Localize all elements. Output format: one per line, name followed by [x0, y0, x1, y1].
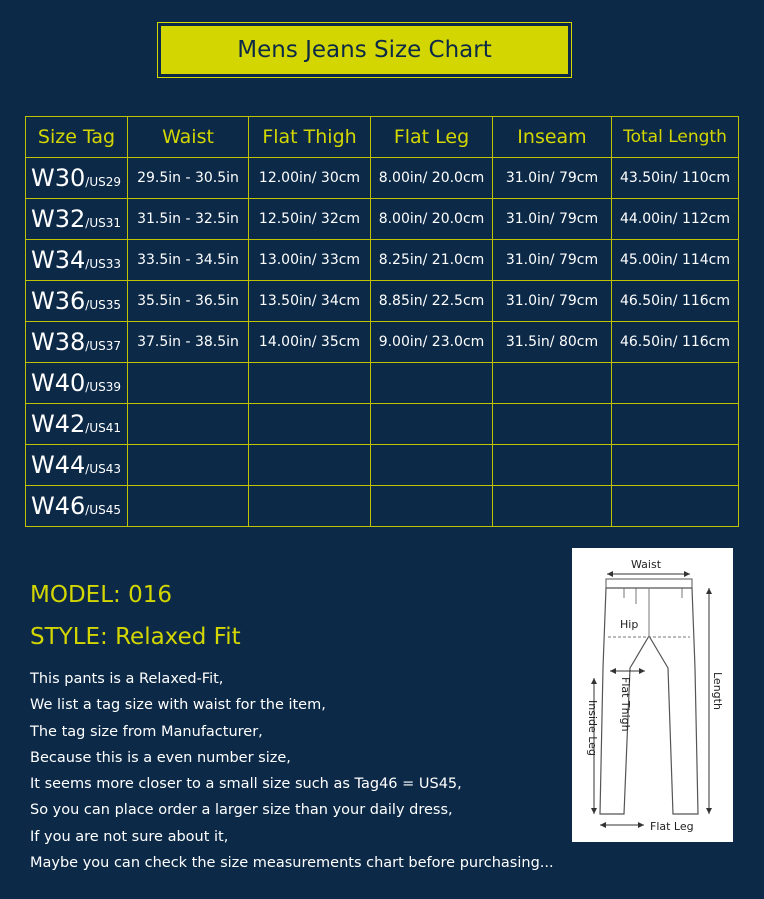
inseam-cell: 31.5in/ 80cm: [493, 322, 612, 363]
flat-leg-cell: 8.25in/ 21.0cm: [371, 240, 493, 281]
total-length-cell: 45.00in/ 114cm: [612, 240, 739, 281]
inseam-cell: [493, 445, 612, 486]
us-size: /US37: [85, 339, 121, 353]
total-length-cell: [612, 404, 739, 445]
flat-thigh-cell: 14.00in/ 35cm: [249, 322, 371, 363]
header-inseam: Inseam: [493, 117, 612, 158]
table-row: [26, 486, 739, 527]
flat-thigh-label: Flat Thigh: [619, 677, 632, 732]
description-line: It seems more closer to a small size such as Tag46 = US45,: [30, 776, 462, 793]
description-line: If you are not sure about it,: [30, 828, 229, 845]
flat-thigh-cell: 12.50in/ 32cm: [249, 199, 371, 240]
page-title: Mens Jeans Size Chart: [161, 26, 568, 74]
inside-leg-label: Inside Leg: [586, 700, 599, 756]
waist-cell: [128, 445, 249, 486]
inseam-cell: 31.0in/ 79cm: [493, 199, 612, 240]
header-flat-thigh: Flat Thigh: [249, 117, 371, 158]
table-row: [26, 322, 739, 363]
size-chart-table: [25, 116, 739, 527]
flat-thigh-cell: [249, 486, 371, 527]
inseam-cell: [493, 404, 612, 445]
jeans-diagram-svg: [572, 548, 733, 842]
flat-leg-label: Flat Leg: [650, 820, 694, 833]
waist-cell: [128, 363, 249, 404]
hip-label: Hip: [620, 618, 639, 631]
total-length-cell: [612, 445, 739, 486]
total-length-cell: 46.50in/ 116cm: [612, 281, 739, 322]
table-row: [26, 199, 739, 240]
inseam-cell: 31.0in/ 79cm: [493, 158, 612, 199]
size-tag: W34: [31, 246, 86, 274]
size-tag-cell: [26, 486, 128, 527]
flat-leg-cell: 8.85in/ 22.5cm: [371, 281, 493, 322]
table-row: [26, 363, 739, 404]
flat-leg-cell: [371, 363, 493, 404]
flat-thigh-cell: 13.00in/ 33cm: [249, 240, 371, 281]
inseam-cell: 31.0in/ 79cm: [493, 281, 612, 322]
waist-cell: 33.5in - 34.5in: [128, 240, 249, 281]
inseam-cell: [493, 363, 612, 404]
us-size: /US29: [85, 175, 121, 189]
us-size: /US43: [85, 462, 121, 476]
waist-label: Waist: [631, 558, 662, 571]
total-length-cell: [612, 486, 739, 527]
total-length-cell: 44.00in/ 112cm: [612, 199, 739, 240]
flat-thigh-cell: 13.50in/ 34cm: [249, 281, 371, 322]
us-size: /US41: [85, 421, 121, 435]
size-tag-cell: [26, 281, 128, 322]
header-waist: Waist: [128, 117, 249, 158]
total-length-cell: [612, 363, 739, 404]
size-tag: W40: [31, 369, 86, 397]
length-label: Length: [711, 672, 724, 710]
description-line: Because this is a even number size,: [30, 749, 291, 766]
table-row: [26, 281, 739, 322]
model-number: MODEL: 016: [30, 582, 172, 608]
table-row: [26, 158, 739, 199]
measurement-diagram: [572, 548, 733, 842]
us-size: /US35: [85, 298, 121, 312]
waist-cell: [128, 486, 249, 527]
waistband: [606, 579, 692, 588]
size-tag-cell: [26, 445, 128, 486]
description-line: So you can place order a larger size than your daily dress,: [30, 802, 453, 819]
total-length-cell: 46.50in/ 116cm: [612, 322, 739, 363]
description-line: This pants is a Relaxed-Fit,: [30, 671, 224, 687]
size-tag: W46: [31, 492, 86, 520]
size-tag-cell: [26, 199, 128, 240]
size-tag-cell: [26, 158, 128, 199]
title-banner: [157, 22, 572, 78]
table-header-row: [26, 117, 739, 158]
flat-leg-cell: [371, 404, 493, 445]
size-tag: W36: [31, 287, 86, 315]
flat-leg-cell: 8.00in/ 20.0cm: [371, 199, 493, 240]
us-size: /US39: [85, 380, 121, 394]
flat-thigh-cell: 12.00in/ 30cm: [249, 158, 371, 199]
header-total-length: Total Length: [612, 117, 739, 158]
flat-leg-cell: 8.00in/ 20.0cm: [371, 158, 493, 199]
us-size: /US31: [85, 216, 121, 230]
waist-cell: 37.5in - 38.5in: [128, 322, 249, 363]
waist-cell: [128, 404, 249, 445]
size-tag: W32: [31, 205, 86, 233]
flat-thigh-cell: [249, 404, 371, 445]
total-length-cell: 43.50in/ 110cm: [612, 158, 739, 199]
size-tag-cell: [26, 404, 128, 445]
table-row: [26, 240, 739, 281]
size-tag: W30: [31, 164, 86, 192]
size-tag-cell: [26, 322, 128, 363]
us-size: /US45: [85, 503, 121, 517]
table-row: [26, 445, 739, 486]
waist-cell: 35.5in - 36.5in: [128, 281, 249, 322]
header-flat-leg: Flat Leg: [371, 117, 493, 158]
flat-leg-cell: [371, 486, 493, 527]
waist-cell: 31.5in - 32.5in: [128, 199, 249, 240]
waist-cell: 29.5in - 30.5in: [128, 158, 249, 199]
inseam-cell: 31.0in/ 79cm: [493, 240, 612, 281]
size-tag: W42: [31, 410, 86, 438]
size-tag: W44: [31, 451, 86, 479]
style-name: STYLE: Relaxed Fit: [30, 624, 241, 650]
header-size-tag: Size Tag: [26, 117, 128, 158]
flat-leg-cell: 9.00in/ 23.0cm: [371, 322, 493, 363]
description-line: Maybe you can check the size measurements chart before purchasing...: [30, 855, 554, 872]
description-line: We list a tag size with waist for the item,: [30, 697, 326, 714]
table-row: [26, 404, 739, 445]
flat-thigh-cell: [249, 363, 371, 404]
us-size: /US33: [85, 257, 121, 271]
size-tag: W38: [31, 328, 86, 356]
description: [30, 666, 554, 876]
description-line: The tag size from Manufacturer,: [30, 723, 263, 740]
flat-thigh-cell: [249, 445, 371, 486]
flat-leg-cell: [371, 445, 493, 486]
size-tag-cell: [26, 240, 128, 281]
size-tag-cell: [26, 363, 128, 404]
inseam-cell: [493, 486, 612, 527]
